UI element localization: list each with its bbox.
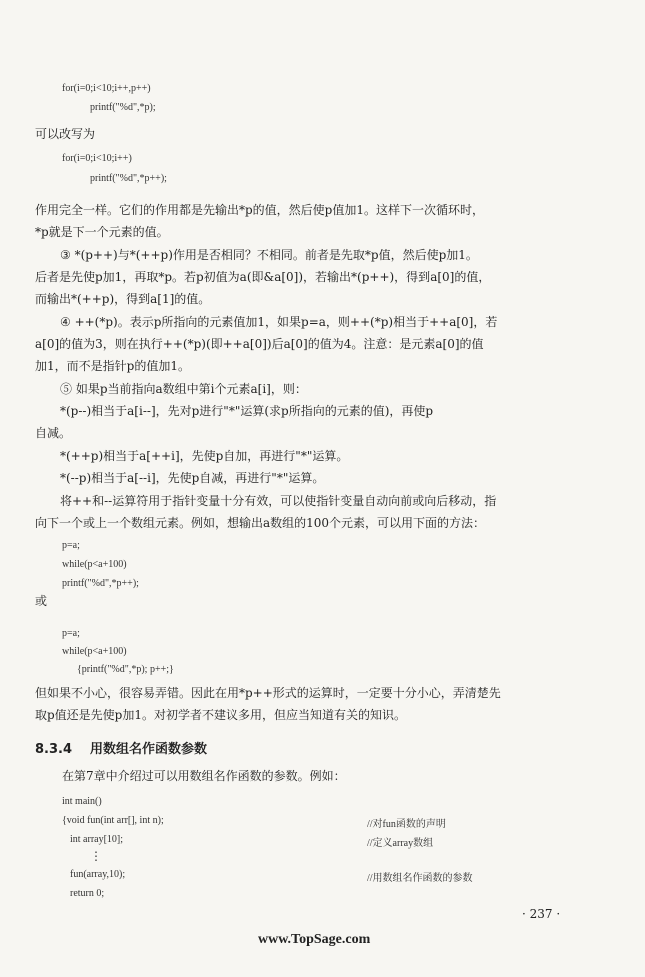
section-title: 用数组名作函数参数 — [90, 742, 208, 757]
paragraph-line: 可以改写为 — [35, 127, 96, 141]
code-line: printf("%d",*p++); — [90, 173, 167, 184]
paragraph-line: 取p值还是先使p加1。对初学者不建议多用，但应当知道有关的知识。 — [35, 708, 407, 722]
page-number: · 237 · — [522, 907, 561, 921]
code-line: while(p<a+100) — [62, 646, 127, 657]
code-line: for(i=0;i<10;i++,p++) — [62, 83, 151, 94]
code-line: printf("%d",*p); — [90, 102, 156, 113]
paragraph-line: 但如果不小心，很容易弄错。因此在用*p++形式的运算时，一定要十分小心，弄清楚先 — [35, 686, 501, 700]
code-line: {void fun(int arr[], int n); — [62, 815, 164, 826]
paragraph-line: 后者是先使p加1，再取*p。若p初值为a(即&a[0])，若输出*(p++)，得到a[0]的值， — [35, 270, 491, 284]
code-line: printf("%d",*p++); — [62, 578, 139, 589]
footer-watermark: www.TopSage.com — [258, 932, 371, 947]
code-line: return 0; — [70, 888, 105, 899]
paragraph-line: 自减。 — [35, 426, 72, 440]
code-comment: //对fun函数的声明 — [367, 819, 446, 830]
paragraph-line: *(--p)相当于a[--i]，先使p自减，再进行"*"运算。 — [60, 471, 325, 485]
paragraph-line: ③ *(p++)与*(++p)作用是否相同？不相同。前者是先取*p值，然后使p加1。 — [60, 248, 478, 262]
paragraph-line: ⑤ 如果p当前指向a数组中第i个元素a[i]，则： — [60, 382, 307, 396]
paragraph-line: *(p--)相当于a[i--]，先对p进行"*"运算(求p所指向的元素的值)，再使p — [60, 404, 434, 418]
paragraph-line: 加1，而不是指针p的值加1。 — [35, 359, 190, 373]
section-heading — [35, 738, 207, 757]
vertical-ellipsis: ⋮ — [90, 849, 102, 863]
code-line: for(i=0;i<10;i++) — [62, 153, 132, 164]
code-comment: //用数组名作函数的参数 — [367, 873, 473, 884]
code-line: int main() — [62, 796, 102, 807]
paragraph-line: 而输出*(++p)，得到a[1]的值。 — [35, 292, 211, 306]
paragraph-line: ④ ++(*p)。表示p所指向的元素值加1，如果p=a，则++(*p)相当于++a[0]，若 — [60, 315, 498, 329]
paragraph-line: a[0]的值为3，则在执行++(*p)(即++a[0])后a[0]的值为4。注意：是元素a[0]的值 — [35, 337, 484, 351]
paragraph-line: *(++p)相当于a[++i]，先使p自加，再进行"*"运算。 — [60, 449, 349, 463]
code-line: {printf("%d",*p); p++;} — [77, 664, 174, 675]
code-line: fun(array,10); — [70, 869, 126, 880]
paragraph-line: *p就是下一个元素的值。 — [35, 225, 169, 239]
code-comment: //定义array数组 — [367, 838, 434, 849]
paragraph-line: 在第7章中介绍过可以用数组名作函数的参数。例如： — [62, 769, 346, 783]
code-line: int array[10]; — [70, 834, 124, 845]
code-line: p=a; — [62, 540, 80, 551]
paragraph-line: 或 — [35, 594, 48, 608]
section-number: 8.3.4 — [35, 742, 73, 757]
code-line: p=a; — [62, 628, 80, 639]
paragraph-line: 向下一个或上一个数组元素。例如，想输出a数组的100个元素，可以用下面的方法： — [35, 516, 486, 530]
paragraph-line: 将++和--运算符用于指针变量十分有效，可以使指针变量自动向前或向后移动，指 — [60, 494, 497, 508]
code-line: while(p<a+100) — [62, 559, 127, 570]
paragraph-line: 作用完全一样。它们的作用都是先输出*p的值，然后使p值加1。这样下一次循环时， — [35, 203, 485, 217]
